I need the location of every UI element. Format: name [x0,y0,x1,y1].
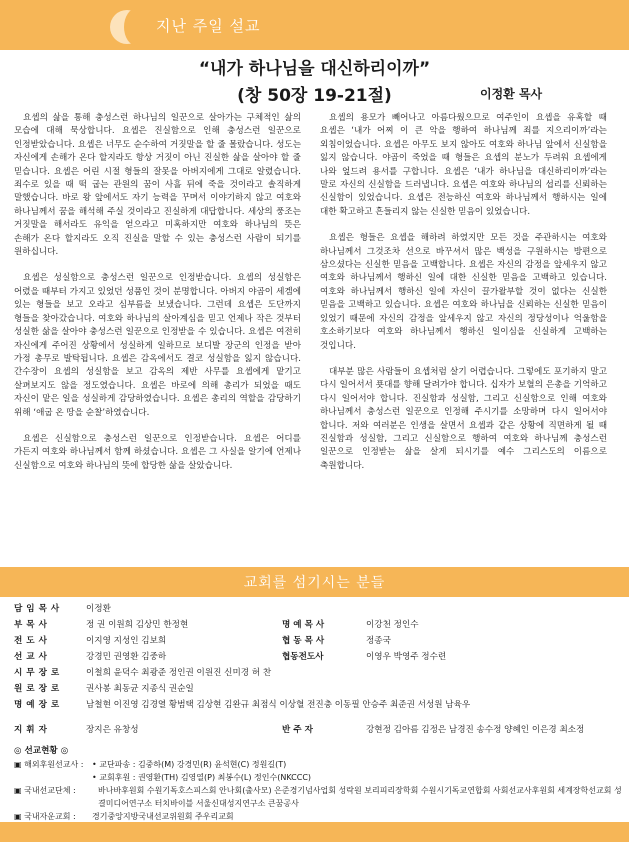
staff-role: 협 동 목 사 [282,636,325,646]
missions-row [14,771,619,784]
header-bar [0,0,629,50]
sermon-reference: (창 50장 19-21절) [237,86,392,106]
staff-names: 정 권 이원희 김상민 한정현 [86,620,189,630]
sermon-paragraph: 요셉은 신실함으로 충성스런 일꾼으로 인정받습니다. 요셉은 어디를 가든지 여호와 하나님께서 함께 하셨습니다. 요셉은 그 사실을 알기에 언제나 신실함으로 여호와 하나님의 뜻에 합당한 삶을 살았습니다. [14,433,301,471]
staff-names: 장지은 유창성 [86,725,139,735]
sermon-preacher: 이정환 목사 [480,87,543,101]
missions-row [14,758,619,771]
sermon-paragraph: 요셉은 형들은 요셉을 해하려 하였지만 모든 것을 주관하시는 여호와 하나님께서 그것조차 선으로 바꾸셔서 많은 백성을 구원하시는 방편으로 삼으셨다는 신실한 믿음을 고백합니다. 요셉은 자신의 감정을 앞세우지 않고 여호와 하나님께서 행하신 일에 대한 신실한 믿음을 고백하고 있습니다. 여호와 하나님께서 행하신 일에 자신이 끌가왈부할 것이 없다는 신실한 믿음을 고백하고 있습니다. 요셉은 여호와 하나님을 신뢰하는 신실한 믿음이 있었기 때문에 자신의 감정을 앞세우지 않고 자신의 정당성이나 억울함을 호소하기보다 여호와 하나님께서 행하신 일이심을 신실하게 고백하는 것입니다. [320,233,607,351]
sermon-paragraph: 요셉의 삶을 통해 충성스런 하나님의 일꾼으로 살아가는 구체적인 삶의 모습에 대해 묵상합니다. 요셉은 진실함으로 인해 충성스런 일꾼으로 인정받았습니다. 요셉은 너무도 순수하여 거짓말을 할 줄 몰랐습니다. 성도는 자신에게 손해가 온다 할지라도 항상 거짓이 아닌 진실한 삶을 살아야 할 줄 믿습니다. 요셉은 어린 시절 형들의 잘못을 아버지에게 그대로 알렸습니다. 죄수로 있을 때 떡 굽는 관원의 꿈이 사흘 뒤에 죽을 것이라고 솔직하게 말했습니다. 바로 왕 앞에서도 자기 능력을 꾸며서 이야기하지 않고 여호와 하나님께서 꿈을 해석해 주실 것이라고 진실하게 대답합니다. 세상의 풍조는 거짓말을 해서라도 유익을 얻으라고 미혹하지만 여호와 하나님의 뜻은 손해가 온다 할지라도 오직 진실을 말할 수 있는 충성스런 사람이 되기를 원하십니다. [14,113,301,258]
staff-row [14,650,619,666]
staff-names: 이지영 지성인 김보희 [86,636,167,646]
missions-label: ▣ 해외후원선교사 : [14,760,84,769]
staff-role: 지 휘 자 [14,725,48,735]
missions-row [14,784,622,810]
staff-role: 담 임 목 사 [14,604,60,614]
staff-names: 이영우 박영주 정수련 [366,652,447,662]
staff-row [14,666,619,682]
missions-value: • 교단파송 : 김중하(M) 강경민(R) 윤석현(C) 정원길(T) [92,760,287,769]
staff-names: 정종국 [366,636,391,646]
staff-section-title: 교회를 섬기시는 분들 [243,575,386,591]
staff-banner [0,567,629,597]
sermon-paragraph: 요셉은 성실함으로 충성스런 일꾼으로 인정받습니다. 요셉의 성실함은 어렸을 때부터 가지고 있었던 성품인 것이 분명합니다. 아버지 야곱이 세겜에 있는 형들을 보고 오라고 심부름을 보냈습니다. 그런데 요셉은 도단까지 형들을 찾아갔습니다. 여호와 하나님의 살아계심을 믿고 언제나 작은 것부터 성실한 삶을 살아야 충성스런 일꾼으로 인정받을 수 있습니다. 요셉은 여전히 자신에게 주어진 상황에서 성실하게 일하므로 보디발 장군의 인정을 받아 가정 총무로 발탁됩니다. 요셉은 감옥에서도 결코 성실함을 잃지 않습니다. 간수장이 요셉의 성실함을 보고 감옥의 제반 사무를 요셉에게 맡기고 살펴보지도 않을 정도였습니다. 요셉은 바로에 의해 총리가 되었을 때도 자신이 맡은 일을 성실하게 감당하였습니다. 요셉은 총리의 역할을 감당하기 위해 ‘애굽 온 땅을 순찰’하였습니다. [14,273,301,418]
staff-names: 권사봉 최동균 지종식 권순일 [86,684,194,694]
missions-value: • 교회후원 : 권영환(TH) 김영열(P) 최봉수(L) 정인수(NKCCC) [92,773,312,782]
missions-section [14,745,622,823]
staff-role: 전 도 사 [14,636,48,646]
staff-names: 이철희 윤덕수 최광준 정인권 이원진 신미경 허 찬 [86,668,272,678]
staff-role: 협동전도사 [282,652,324,662]
staff-names: 강경민 권영환 김중하 [86,652,167,662]
staff-row [14,723,619,739]
missions-label: ▣ 국내자운교회 : [14,812,76,821]
sermon-title: “내가 하나님을 대신하리이까” [198,59,431,79]
missions-heading: ◎ 선교현황 ◎ [14,746,69,756]
staff-list [14,602,619,739]
sermon-paragraph: 대부분 많은 사람들이 요셉처럼 살기 어렵습니다. 그렇에도 포기하지 말고 다시 일어서서 푯대를 향해 달려가야 합니다. 십자가 보혈의 은총을 기억하고 다시 일어서야 합니다. 진실함과 성실함, 그리고 신실함으로 인해 여호와 하나님께서 충성스런 일꾼으로 인정해 주시기를 소망하며 다시 일어서야 합니다. 저와 여러분은 인생을 살면서 요셉과 같은 상황에 직면하게 될 때 진실함과 성실함, 그리고 신실함으로 행하여 여호와 하나님께 충성스런 일꾼으로 인정받는 삶을 살게 되시기를 예수 그리스도의 이름으로 축원합니다. [320,366,607,471]
staff-names: 이정환 [86,604,111,614]
church-logo-icon [110,10,144,44]
staff-row [14,698,619,723]
footer-bar [0,822,629,842]
staff-row [14,618,619,634]
staff-role: 명 예 장 로 [14,700,60,710]
staff-row [14,602,619,618]
staff-names: 남철현 이진영 김경열 황범택 김상현 김완규 최점식 이상혈 전진충 이동필 안승주 최준권 서성원 남육우 [86,700,471,710]
staff-role: 반 주 자 [282,725,313,735]
missions-value: 경기중앙지방국내선교위원회 주우리교회 [92,812,234,821]
staff-role: 원 로 장 로 [14,684,60,694]
sermon-column-right [320,112,607,486]
staff-role: 시 무 장 로 [14,668,60,678]
staff-row [14,682,619,698]
staff-names: 강현정 김아름 김정은 남경진 송수정 양혜인 이은경 최소정 [366,725,585,735]
sermon-column-left [14,112,301,486]
section-label: 지난 주일 설교 [156,17,261,35]
staff-role: 부 목 사 [14,620,48,630]
sermon-paragraph: 요셉의 용모가 빼어나고 아름다웠으므로 여주인이 요셉을 유혹할 때 요셉은 ‘내가 어찌 이 큰 악을 행하여 하나님께 죄를 지으리이까’라는 외침이었습니다. 요셉은 아무도 보지 않아도 여호와 하나님 앞에서 신실함을 잃지 않습니다. 야곱이 죽었을 때 형들은 요셉의 분노가 두려워 요셉에게 나와 엎드려 용서를 구합니다. 요셉은 ‘내가 하나님을 대신하리이까’라는 말로 자신의 신실함을 드러냅니다. 요셉은 여호와 하나님의 섭리를 신뢰하는 신실함이 있었습니다. 요셉은 전능하신 여호와 하나님께서 행하시는 일에 대한 확고하고 흔들리지 않는 신실한 믿음이 있었습니다. [320,113,607,217]
staff-row [14,634,619,650]
staff-role: 명 예 목 사 [282,620,325,630]
missions-value: 바나바후원회 수원기독호스피스회 안나회(출사모) 은준경기넘사업회 성락원 보리피리장학회 수원시기독교연합회 사회선교사후원회 세계장학선교회 성결미디어연구소 터치바이블 서울신대성지연구소 큰꿈공사 [98,786,622,808]
staff-names: 이강천 정인수 [366,620,419,630]
staff-role: 선 교 사 [14,652,48,662]
missions-label: ▣ 국내선교단체 : [14,786,76,795]
